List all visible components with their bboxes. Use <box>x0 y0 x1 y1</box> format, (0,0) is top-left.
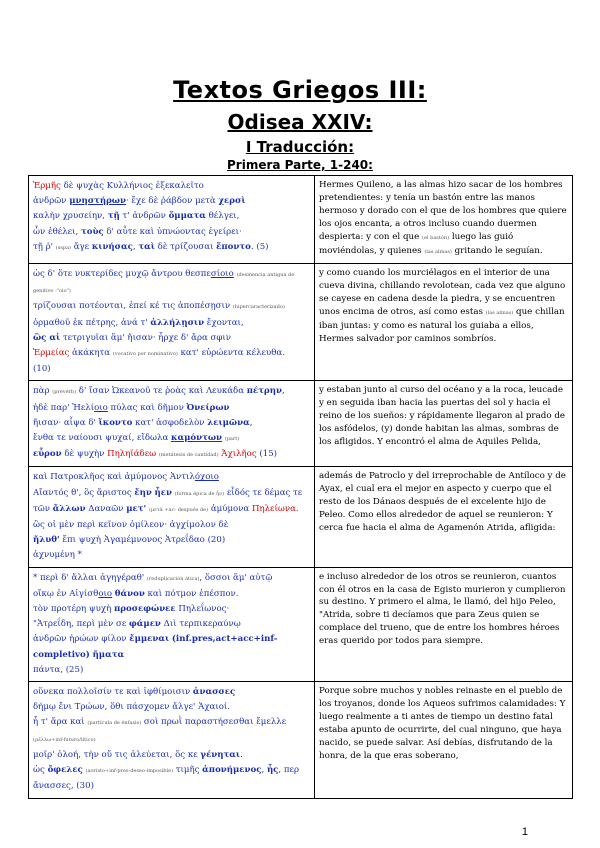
greek-segment: ἕποντο <box>216 241 251 252</box>
greek-segment: ὄμματα <box>168 211 206 222</box>
greek-segment: ἀχνυμένη * <box>33 550 82 561</box>
greek-line <box>33 533 310 548</box>
greek-segment: καμόντων <box>171 433 223 444</box>
greek-segment: λειμῶνα <box>207 417 250 428</box>
spanish-translation-cell <box>315 264 573 381</box>
spanish-segment: además de Patroclo y del irreprochable de Antíloco y de Ayax, el cual era el mejor en aspecto y cuerpo que el resto de los Dánaos después de el excelente hijo de Peleo. Como ellos alrededor de aquel se reunieron: Y cerca fue hacia el alma de Agamenón Atrida, afligida: <box>319 471 566 534</box>
greek-segment: · ἔχε δὲ ῥάβδον μετὰ <box>125 196 219 207</box>
greek-segment: ἀκάκητα <box>69 348 113 359</box>
greek-segment: μετ' <box>126 503 147 514</box>
greek-line <box>33 470 310 485</box>
greek-line <box>33 331 310 346</box>
greek-segment: δὲ τρίζουσαι <box>154 241 217 252</box>
greek-segment: ἄγε <box>71 241 92 252</box>
greek-text-cell <box>29 682 315 798</box>
greek-segment: , <box>132 241 139 252</box>
greek-segment: (15) <box>256 449 278 460</box>
spanish-segment: (las almas) <box>485 309 514 316</box>
greek-line <box>33 779 310 794</box>
greek-segment: τιμῆς <box>173 765 203 776</box>
greek-segment: ἔχονται, <box>204 317 244 328</box>
greek-segment: τρίζουσαι ποτέονται, ἐπεί κέ τις ἀποπέσῃσιν <box>33 301 233 312</box>
greek-segment: οὕνεκα πολλοῖσίν τε καὶ ἰφθίμοισιν <box>33 687 193 698</box>
greek-segment: καλὴν χρυσείην, <box>33 211 108 222</box>
greek-segment: δ' ἴσαν Ὠκεανοῦ τε ῥοὰς καὶ Λευκάδα <box>76 386 247 397</box>
greek-line <box>33 502 310 518</box>
greek-segment: . (5) <box>250 241 269 252</box>
greek-segment: (desinencia antigua de genitivo -"oio") <box>33 272 295 295</box>
greek-line <box>33 486 310 502</box>
greek-segment: ἔμμεναι <box>129 634 170 645</box>
spanish-segment: Porque sobre muchos y nobles reinaste en el pueblo de los troyanos, donde los Aqueos sufrimos calamidades: Y luego realmente a ti antes de tiempo un destino fatal estaba apunto de ocurrirte, del cual ninguno, que haya nacido, se puede salvar. Así debías, disfrutando de la honra, de la que eras soberano, <box>319 686 566 761</box>
greek-segment: χερσὶ <box>218 196 246 207</box>
greek-segment: μνηστήρων <box>69 196 126 207</box>
greek-segment: ὄφελες <box>47 765 83 776</box>
greek-segment: τοὺς <box>80 226 104 237</box>
greek-line <box>33 715 310 731</box>
greek-segment: ἦ τ' ἄρα καὶ <box>33 717 88 728</box>
greek-segment: , ὅσσοι ἅμ' αὐτῷ <box>199 572 273 583</box>
greek-line <box>33 225 310 240</box>
spanish-segment: (las almas) <box>424 248 452 255</box>
greek-segment: γένηται <box>200 749 241 760</box>
greek-segment: ἀπονήμενος <box>202 765 262 776</box>
spanish-translation-cell <box>315 467 573 567</box>
greek-segment: ἵκοντο <box>98 417 133 428</box>
greek-line <box>33 362 310 377</box>
greek-line <box>33 548 310 563</box>
greek-segment: ἔην <box>134 487 152 498</box>
greek-segment: τὸν προτέρη ψυχὴ <box>33 604 114 615</box>
greek-segment: ἧς <box>266 765 279 776</box>
spanish-segment: y como cuando los murciélagos en el interior de una cueva divina, chillando revolotean, cada vez que alguno se cayese en cadena desde la piedra, y se encuentren unos encima de otros, así como estas <box>319 268 566 317</box>
greek-segment: , <box>249 417 253 428</box>
greek-segment: ἤματα <box>92 649 125 660</box>
greek-line <box>33 763 310 779</box>
spanish-segment: gritando le seguían. <box>451 245 543 256</box>
greek-segment: Διὶ τερπικεραύνῳ <box>160 619 241 630</box>
greek-line <box>33 732 310 748</box>
greek-segment: (aoristo+inf-pres-deseo-imposible) <box>85 768 174 775</box>
spanish-line <box>319 179 568 258</box>
greek-segment: "Ἀτρεΐδη, περὶ μὲν σε <box>33 619 130 630</box>
greek-line <box>33 267 310 299</box>
greek-segment: (part) <box>224 436 240 443</box>
greek-segment: ἀνασσες <box>192 687 236 698</box>
greek-segment: (μετὰ +ac- después de) <box>148 506 209 513</box>
greek-segment: ὁρμαθοῦ ἐκ πέτρης, ἀνά τ' <box>33 317 151 328</box>
greek-segment: ἤισαν· αἶψα δ' <box>33 417 99 428</box>
greek-segment: κατ' εὐρώεντα κέλευθα. <box>177 348 285 359</box>
spanish-translation-cell <box>315 682 573 798</box>
spanish-line <box>319 384 568 449</box>
greek-line <box>33 431 310 447</box>
greek-segment: ἠδὲ παρ' Ἠελί <box>33 402 95 413</box>
table-row <box>29 682 573 798</box>
table-row <box>29 264 573 381</box>
greek-segment: ὧν ἐθέλει, <box>33 226 81 237</box>
greek-segment: φάμεν <box>129 619 161 630</box>
greek-line <box>33 587 310 602</box>
greek-text-cell <box>29 567 315 681</box>
greek-segment: (vocativo por nominativo) <box>112 351 178 358</box>
document-title: Textos Griegos III: <box>173 76 427 104</box>
spanish-segment: (el bastón) <box>422 234 450 241</box>
greek-line <box>33 316 310 331</box>
greek-segment: ἤλυθ' <box>33 535 60 546</box>
section-heading: I Traducción: <box>245 138 355 156</box>
table-row <box>29 567 573 681</box>
greek-segment: , <box>261 765 267 776</box>
greek-segment: Πηλείωνα <box>251 503 296 514</box>
document-subtitle: Odisea XXIV: <box>227 110 373 134</box>
greek-segment: πὰρ <box>33 386 53 397</box>
greek-text-cell <box>29 381 315 467</box>
greek-segment: . <box>295 503 299 514</box>
table-row <box>29 176 573 264</box>
greek-segment: τῇ ῥ' <box>33 241 56 252</box>
greek-line <box>33 179 310 194</box>
spanish-translation-cell <box>315 176 573 264</box>
spanish-translation-cell <box>315 381 573 467</box>
greek-line <box>33 299 310 315</box>
greek-segment: δ' αὖτε καὶ ὑπνώοντας ἐγείρει· <box>103 226 242 237</box>
greek-line <box>33 700 310 715</box>
greek-segment: (hipercaracterizado) <box>232 304 285 311</box>
greek-line <box>33 447 310 463</box>
spanish-segment: luego las guió moviéndolas, y quienes <box>319 231 514 256</box>
greek-segment: οἴκῳ ἐν Αἰγίσθ <box>33 588 99 599</box>
greek-segment: κινήσας <box>91 241 133 252</box>
table-row <box>29 467 573 567</box>
greek-segment: ἀνδρῶν <box>33 196 70 207</box>
greek-segment: οιο <box>94 402 108 413</box>
greek-segment: πάντα, (25) <box>33 664 84 675</box>
greek-segment: δὲ ψυχὰς Κυλλήνιος ἐξεκαλεῖτο <box>60 181 204 191</box>
greek-segment: Ἑρμείας <box>33 348 70 359</box>
greek-segment: ἀνδρῶν ἡρώων φίλον <box>33 634 130 645</box>
greek-text-cell <box>29 264 315 381</box>
part-heading: Primera Parte, 1-240: <box>227 158 373 172</box>
greek-segment: , περ <box>278 765 300 776</box>
greek-segment: καὶ Πατροκλῆος καὶ ἀμύμονος Ἀντιλ <box>33 472 195 483</box>
greek-segment: Δαναῶν <box>85 503 127 514</box>
greek-line <box>33 571 310 587</box>
greek-segment: τετριγυῖαι ἅμ' ἤισαν· ἦρχε δ' ἄρα σφιν <box>60 332 232 343</box>
greek-segment: κατ' ἀσφοδελὸν <box>132 417 208 428</box>
translation-table <box>28 175 573 799</box>
greek-segment: εἶδός τε δέμας τε <box>224 487 303 498</box>
greek-line <box>33 194 310 209</box>
greek-line <box>33 401 310 416</box>
greek-segment: ὣς αἱ <box>33 332 61 343</box>
greek-segment: * περὶ δ' ἄλλαι ἀγηγέραθ' <box>33 572 147 583</box>
greek-segment: οιο <box>98 588 113 599</box>
greek-segment: εὗρον <box>33 449 62 460</box>
greek-segment: Πηλεΐωνος· <box>175 604 230 615</box>
greek-segment: (inf.pres,act+acc+inf-completivo) <box>33 634 278 660</box>
greek-segment: μοῖρ' ὀλοή, τὴν οὔ τις ἀλεύεται, ὅς κε <box>33 749 201 760</box>
greek-segment: (prevérb) <box>52 389 77 396</box>
greek-line <box>33 240 310 256</box>
greek-line <box>33 518 310 533</box>
greek-segment: ἄνασσες, (30) <box>33 781 94 792</box>
greek-segment: ἀλλήλῃσιν <box>150 317 205 328</box>
greek-segment: ἔνθα τε ναίουσι ψυχαί, εἴδωλα <box>33 433 172 444</box>
greek-segment: Ὀνείρων <box>186 402 230 413</box>
greek-line <box>33 632 310 662</box>
spanish-segment: y estaban junto al curso del océano y a la roca, leucade y en seguida iban hacia las puertas del sol y hacia el reino de los sueños: y rápidamente llegaron al prado de los asfódelos, (y) donde habitan las almas, sombras de los afligidos. Y encontró el alma de Aquiles Pelida, <box>319 385 566 448</box>
greek-line <box>33 602 310 617</box>
greek-segment: , <box>281 386 285 397</box>
greek-segment: ταὶ <box>138 241 155 252</box>
greek-segment: . <box>240 749 243 760</box>
spanish-line <box>319 685 568 762</box>
spanish-line <box>319 571 568 648</box>
greek-segment: Αἴαντός θ', ὃς ἄριστος <box>33 487 135 498</box>
greek-segment: (metátesis de cantidad) <box>158 452 219 459</box>
greek-segment: ἔπι ψυχὴ Ἀγαμέμνονος Ἀτρεΐδαο (20) <box>59 535 226 546</box>
greek-segment: Ἀχιλῆος <box>221 449 257 460</box>
greek-segment: (partícula de énfasis) <box>87 720 142 727</box>
page-number: 1 <box>521 826 528 838</box>
greek-line <box>33 685 310 700</box>
greek-line <box>33 617 310 632</box>
greek-segment: (10) <box>33 364 51 375</box>
greek-segment: καὶ πότμον ἐπέσπον. <box>144 588 239 599</box>
greek-text-cell <box>29 467 315 567</box>
spanish-segment: e incluso alrededor de los otros se reunieron, cuantos con él otros en la casa de Egisto murieron y cumplieron su destino. Y primero el alma, le llamó, del hijo Peleo, "Atrida, sobre ti decíamos que para Zeus quien se complace del trueno, que de entre los hombres héroes eras querido por todos para siempre. <box>319 571 566 647</box>
greek-segment: ἦεν <box>154 487 172 498</box>
greek-segment: Ἑρμῆς <box>33 181 61 191</box>
greek-segment: δήμῳ ἔνι Τρώων, ὅθι πάσχομεν ἄλγε' Ἀχαιοί. <box>33 702 231 713</box>
greek-segment: Πηληϊάδεω <box>107 449 157 460</box>
greek-segment: προσεφώνεε <box>113 604 176 615</box>
greek-text-cell <box>29 176 315 264</box>
spanish-line <box>319 267 568 345</box>
greek-segment: (forma épica de ἦν) <box>174 490 225 497</box>
spanish-segment: que chillan iban juntas: y como es natural los guiaba a ellos, Hermes salvador por caminos sombríos. <box>319 306 565 344</box>
greek-segment: τῇ <box>107 211 120 222</box>
greek-segment: (reduplicación ática) <box>146 575 200 582</box>
greek-line <box>33 416 310 431</box>
greek-segment: τ' ἀνδρῶν <box>119 211 169 222</box>
spanish-translation-cell <box>315 567 573 681</box>
greek-line <box>33 384 310 400</box>
greek-segment: ὡς <box>33 765 48 776</box>
greek-segment: πέτρην <box>246 386 282 397</box>
greek-line <box>33 346 310 362</box>
greek-segment: σίοιο <box>210 269 234 279</box>
greek-segment: ὣς οἱ μὲν περὶ κεῖνον ὁμίλεον· ἀγχίμολον δὲ <box>33 520 229 531</box>
greek-segment: (sspa) <box>55 244 71 251</box>
greek-segment: ἄλλων <box>52 503 86 514</box>
greek-segment: ἀμύμονα <box>208 503 252 514</box>
table-row <box>29 381 573 467</box>
spanish-line <box>319 470 568 535</box>
greek-line <box>33 663 310 678</box>
greek-line <box>33 748 310 763</box>
greek-line <box>33 209 310 224</box>
greek-segment: θέλγει, <box>205 211 240 222</box>
greek-segment: σοὶ πρωῒ παραστήσεσθαι ἔμελλε <box>141 717 287 728</box>
greek-segment: όχοιο <box>194 472 219 483</box>
greek-segment: (μέλλω+inf-futuro/lítico) <box>33 736 96 743</box>
greek-segment: τῶν <box>33 503 53 514</box>
greek-segment: πύλας καὶ δῆμον <box>107 402 187 413</box>
spanish-segment: Hermes Quileno, a las almas hizo sacar de los hombres pretendientes: y tenía un bastón entre las manos hermoso y dorado con el que de los hombres que quiere los ojos encanta, a otros incluso cuando duermen despierta: y con el que <box>319 180 567 242</box>
greek-segment: δὲ ψυχὴν <box>61 449 108 460</box>
greek-segment: θάνον <box>114 588 145 599</box>
greek-segment: ὡς δ' ὅτε νυκτερίδες μυχῷ ἄντρου θεσπε <box>33 269 211 279</box>
